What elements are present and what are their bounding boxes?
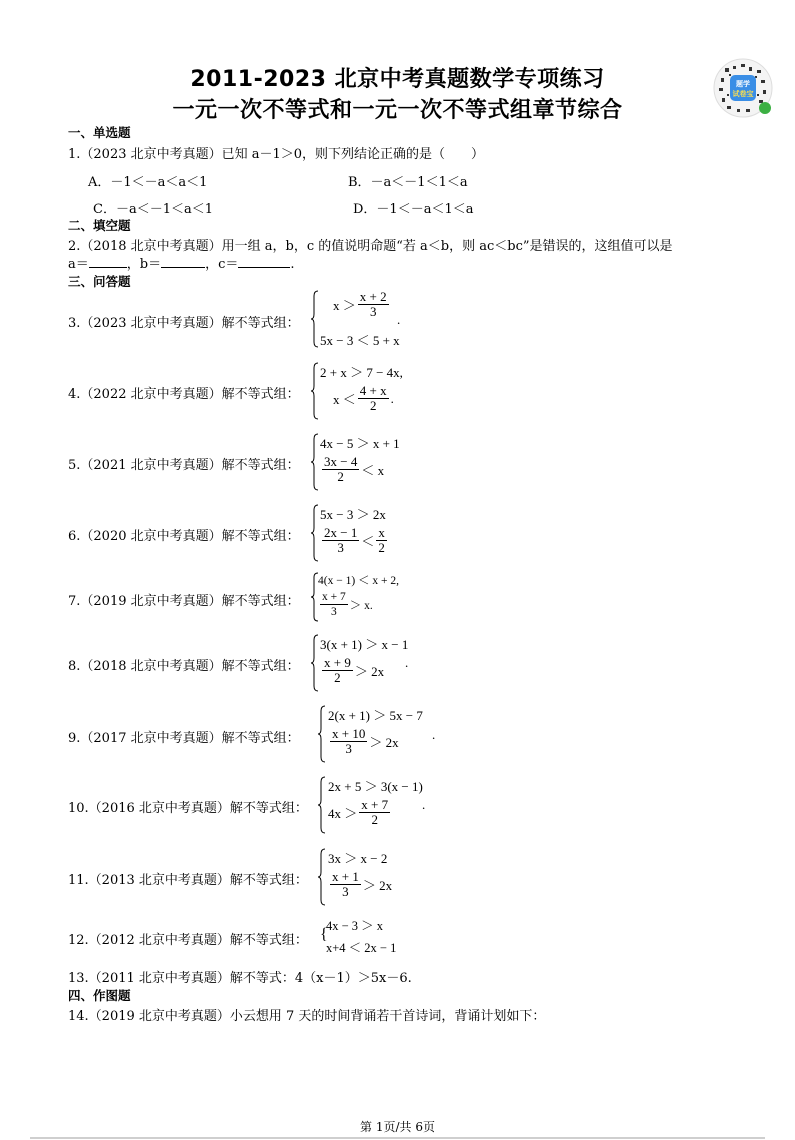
question-11-stem: 11.（2013 北京中考真题）解不等式组： [68, 873, 308, 888]
question-2-blanks [68, 253, 295, 272]
question-14-stem: 14.（2019 北京中考真题）小云想用 7 天的时间背诵若干首诗词，背诵计划如下： [68, 1009, 546, 1024]
question-4-stem: 4.（2022 北京中考真题）解不等式组： [68, 387, 300, 402]
blank-b[interactable] [161, 256, 205, 268]
question-8-system: 3(x + 1) ＞ x − 1 $\frac{x + 9}{2}$ ＞ 2x . [311, 634, 421, 692]
question-9-system: 2(x + 1) ＞ 5x − 7 $\frac{x + 10}{3}$ ＞ 2x . [318, 705, 438, 763]
svg-text:试卷宝: 试卷宝 [732, 90, 754, 98]
brace-icon: { [320, 926, 328, 943]
question-1-option-b: B．－a＜－1＜1＜a [348, 175, 468, 190]
blank-end: . [290, 257, 295, 272]
document-title-line1: 2011-2023 北京中考真题数学专项练习 [190, 67, 605, 92]
question-3-system: x ＞ $\frac{x + 2}{3}$ 5x − 3 ＜ 5 + x . [311, 290, 421, 348]
document-title-line2: 一元一次不等式和一元一次不等式组章节综合 [172, 98, 623, 123]
question-10-system: 2x + 5 ＞ 3(x − 1) 4x ＞ $\frac{x + 7}{2}$ . [318, 776, 438, 834]
section-heading-short-answer: 三、问答题 [68, 274, 131, 289]
question-12-system: { 4x − 3 ＞ x x+4 ＜ 2x − 1 [320, 919, 397, 955]
question-1-option-a: A．－1＜－a＜a＜1 [88, 175, 208, 190]
question-7-system: 4(x − 1) ＜ x + 2, $\frac{x + 7}{3}$ ＞ x. [311, 572, 421, 622]
section-heading-single-choice: 一、单选题 [68, 125, 131, 140]
qr-code-logo [713, 58, 773, 118]
section-heading-fill-blank: 二、填空题 [68, 218, 131, 233]
question-1-option-d: D．－1＜－a＜1＜a [353, 202, 474, 217]
question-2-stem: 2.（2018 北京中考真题）用一组 a，b，c 的值说明命题“若 a＜b，则 ac＜bc”是错误的，这组值可以是 [68, 239, 673, 254]
question-8-stem: 8.（2018 北京中考真题）解不等式组： [68, 659, 300, 674]
question-5-stem: 5.（2021 北京中考真题）解不等式组： [68, 458, 300, 473]
blank-c[interactable] [238, 256, 290, 268]
question-6-system: 5x − 3 ＞ 2x $\frac{2x - 1}{3}$ ＜ $\frac{x}{2}$ [311, 504, 421, 562]
question-7-stem: 7.（2019 北京中考真题）解不等式组： [68, 594, 300, 609]
blank-a-label: a＝ [68, 257, 89, 272]
question-4-system: 2 + x ＞ 7 − 4x, x ＜ $\frac{4 + x}{2}$ . [311, 362, 421, 420]
question-5-system: 4x − 5 ＞ x + 1 $\frac{3x - 4}{2}$ ＜ x [311, 433, 421, 491]
question-3-stem: 3.（2023 北京中考真题）解不等式组： [68, 316, 300, 331]
svg-text:题学: 题学 [736, 80, 750, 88]
blank-c-label: ，c＝ [205, 257, 239, 272]
blank-a[interactable] [89, 256, 127, 268]
question-1-option-c: C．－a＜－1＜a＜1 [93, 202, 213, 217]
question-11-system: 3x ＞ x − 2 $\frac{x + 1}{3}$ ＞ 2x [318, 848, 428, 906]
question-12-stem: 12.（2012 北京中考真题）解不等式组： [68, 933, 308, 948]
question-10-stem: 10.（2016 北京中考真题）解不等式组： [68, 801, 308, 816]
question-6-stem: 6.（2020 北京中考真题）解不等式组： [68, 529, 300, 544]
page-number: 第 1页/共 6页 [360, 1120, 435, 1134]
footer-divider [30, 1137, 765, 1139]
brace-icon [311, 290, 319, 348]
question-9-stem: 9.（2017 北京中考真题）解不等式组： [68, 731, 300, 746]
blank-b-label: ，b＝ [126, 257, 162, 272]
section-heading-drawing: 四、作图题 [68, 988, 131, 1003]
question-1-stem: 1.（2023 北京中考真题）已知 a－1＞0，则下列结论正确的是（ ） [68, 147, 485, 162]
question-13-stem: 13.（2011 北京中考真题）解不等式：4（x－1）＞5x－6. [68, 971, 412, 986]
